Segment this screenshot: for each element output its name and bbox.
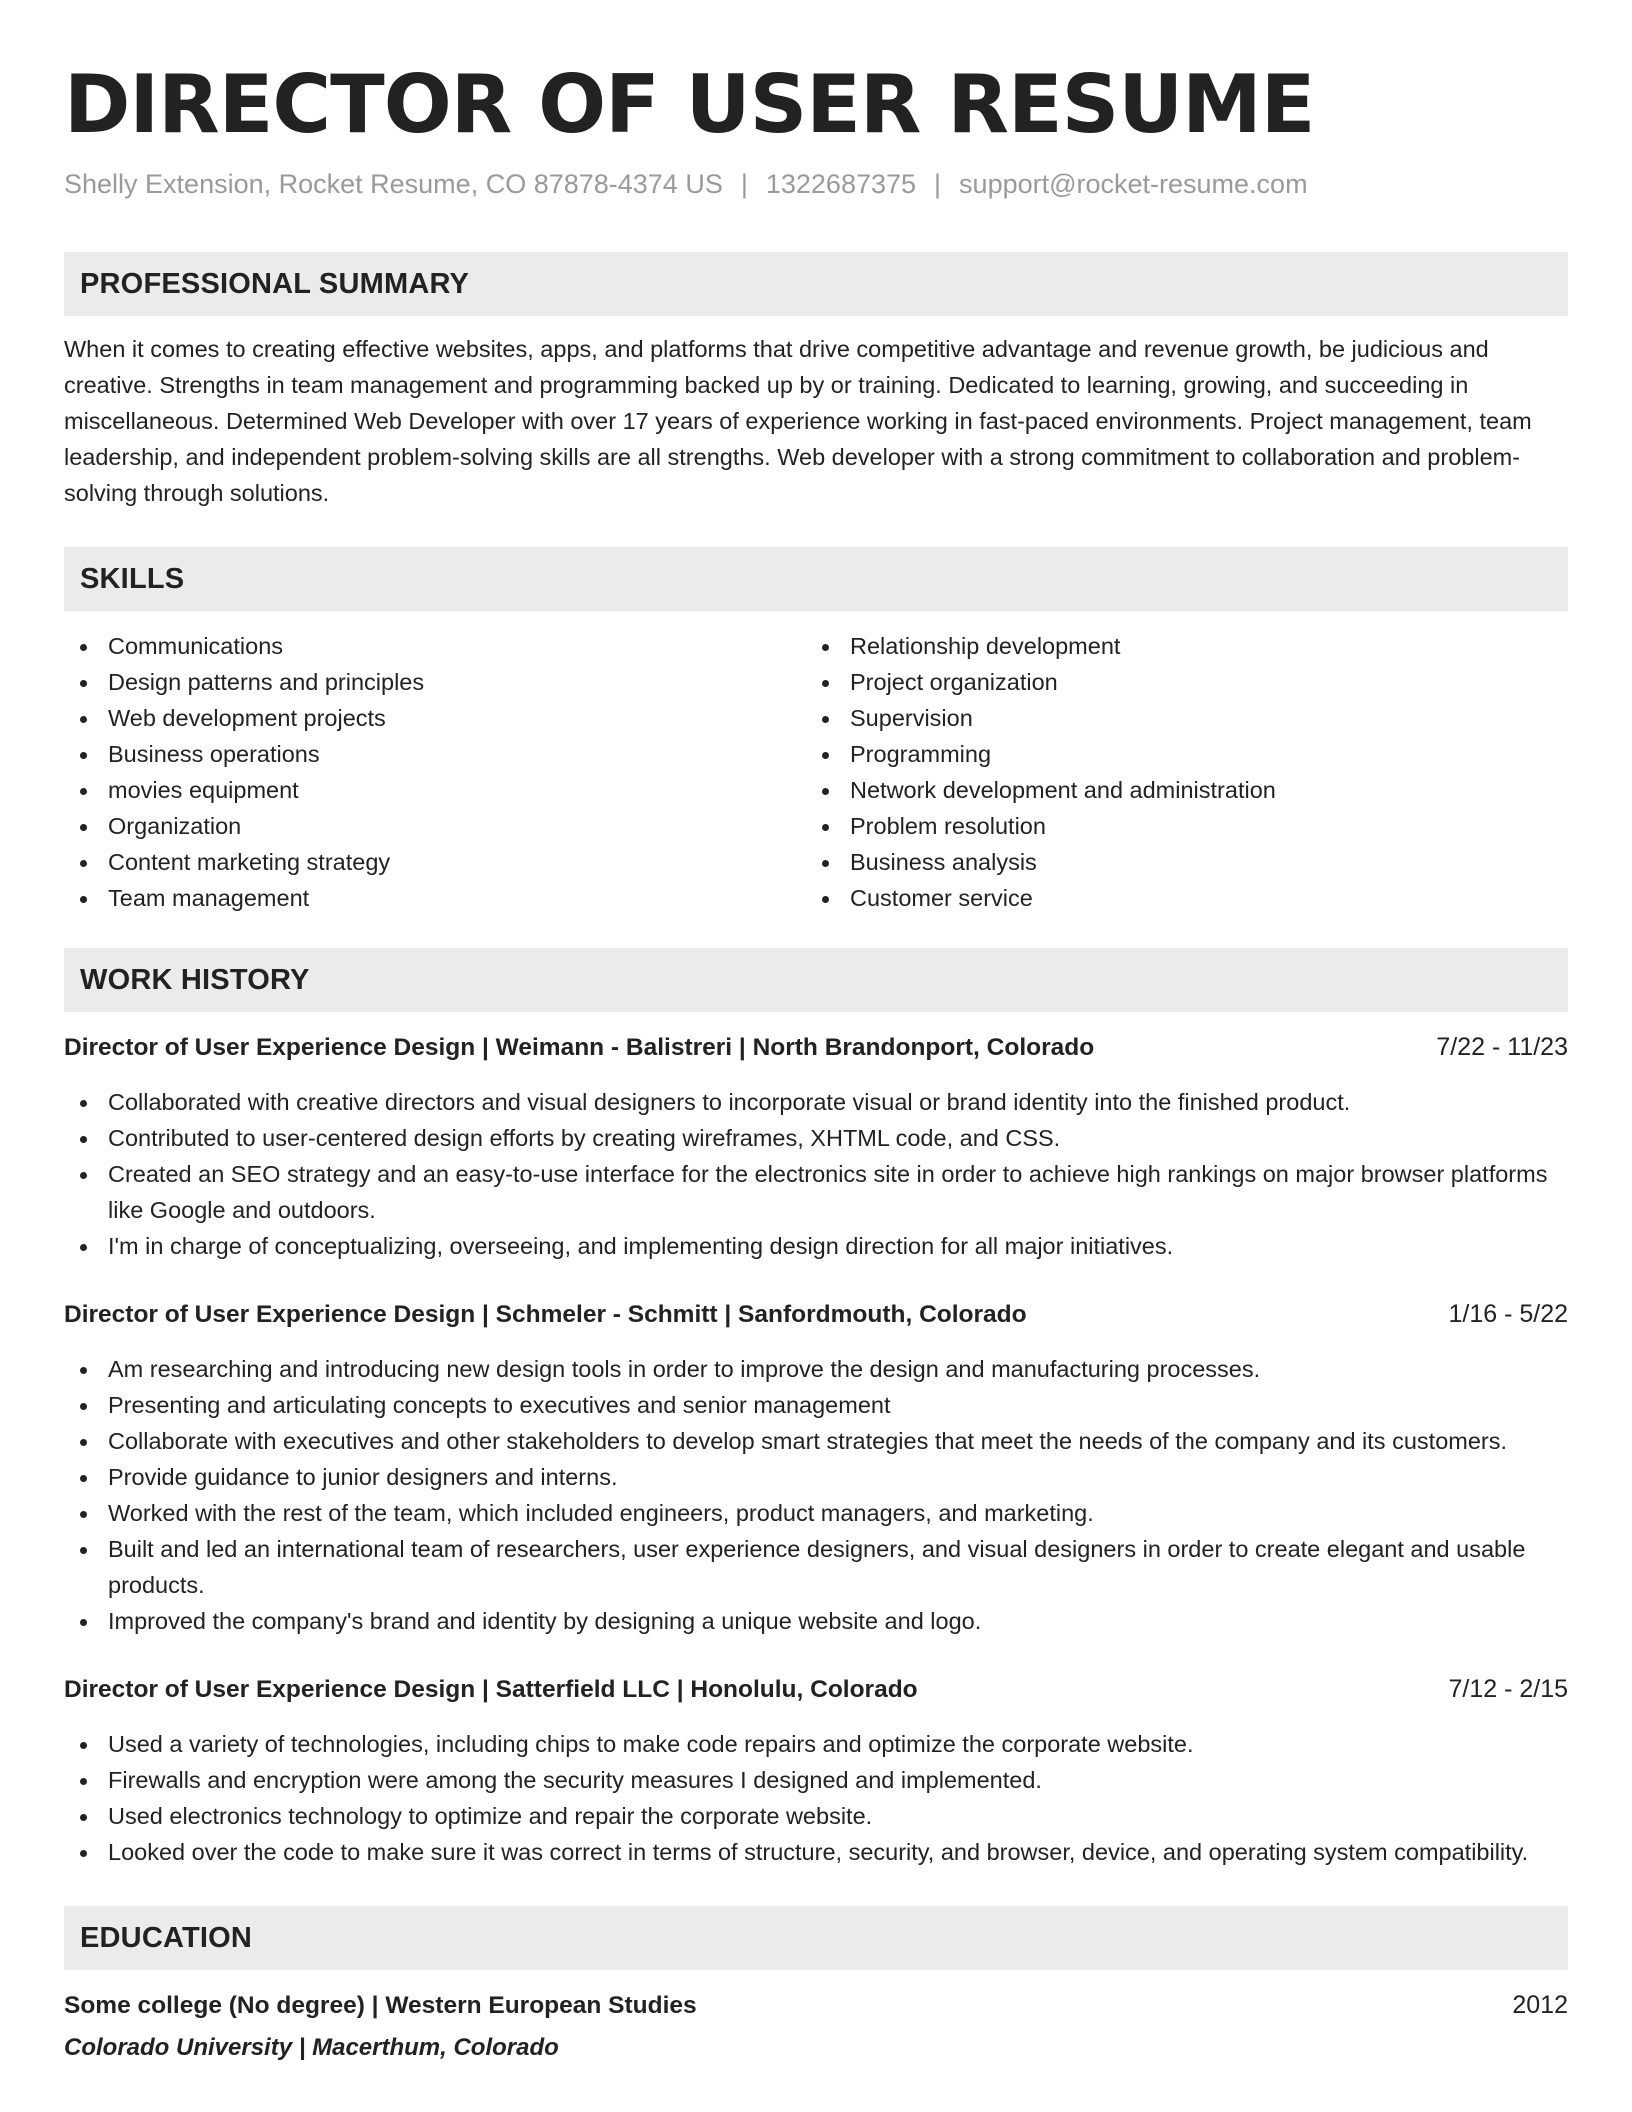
skill-item: Problem resolution [806,808,1548,844]
skill-item: Project organization [806,664,1548,700]
job-bullet: Collaborate with executives and other stakeholders to develop smart strategies that meet the needs of the company and its customers. [64,1423,1568,1459]
skills-column-left [64,628,806,916]
job-bullet: Collaborated with creative directors and visual designers to incorporate visual or brand identity into the finished product. [64,1084,1568,1120]
job-bullet: I'm in charge of conceptualizing, overseeing, and implementing design direction for all major initiatives. [64,1228,1568,1264]
section-header-education: EDUCATION [64,1906,1568,1970]
contact-address: Shelly Extension, Rocket Resume, CO 87878-4374 US [64,169,723,199]
resume-title: DIRECTOR OF USER RESUME [64,58,1315,151]
contact-separator: | [740,169,748,199]
skill-item: Content marketing strategy [64,844,806,880]
contact-separator: | [934,169,942,199]
summary-text: When it comes to creating effective websites, apps, and platforms that drive competitive advantage and revenue growth, be judicious and creative. Strengths in team management and programming backed up by or training. Dedicated to learning, growing, and succeeding in miscellaneous. Determined Web Developer with over 17 years of experience working in fast-paced environments. Project management, team leadership, and independent problem-solving skills are all strengths. Web developer with a strong commitment to collaboration and problem-solving through solutions. [64,336,1532,506]
section-header-skills: SKILLS [64,547,1568,611]
job-bullet: Firewalls and encryption were among the security measures I designed and implemented. [64,1762,1568,1798]
skill-item: Organization [64,808,806,844]
job-title: Director of User Experience Design | Satterfield LLC | Honolulu, Colorado [64,1676,918,1703]
job-entry [64,1296,1568,1639]
job-title: Director of User Experience Design | Schmeler - Schmitt | Sanfordmouth, Colorado [64,1301,1027,1328]
job-bullet: Created an SEO strategy and an easy-to-use interface for the electronics site in order to achieve high rankings on major browser platforms like Google and outdoors. [64,1156,1568,1228]
education-degree: Some college (No degree) | Western European Studies [64,1992,697,2019]
job-heading [64,1029,1568,1066]
skill-item: Customer service [806,880,1548,916]
job-bullet: Built and led an international team of researchers, user experience designers, and visual designers in order to create elegant and usable products. [64,1531,1568,1603]
skill-item: Network development and administration [806,772,1548,808]
job-dates: 7/22 - 11/23 [1436,1033,1568,1061]
skill-item: movies equipment [64,772,806,808]
job-bullets [64,1726,1568,1870]
job-bullet: Worked with the rest of the team, which included engineers, product managers, and marketing. [64,1495,1568,1531]
job-bullet: Used a variety of technologies, including chips to make code repairs and optimize the corporate website. [64,1726,1568,1762]
skill-item: Team management [64,880,806,916]
job-heading [64,1296,1568,1333]
job-bullets [64,1351,1568,1639]
job-bullet: Contributed to user-centered design efforts by creating wireframes, XHTML code, and CSS. [64,1120,1568,1156]
skill-item: Supervision [806,700,1548,736]
job-dates: 7/12 - 2/15 [1448,1675,1568,1703]
education-heading [64,1987,1568,2024]
job-dates: 1/16 - 5/22 [1448,1300,1568,1328]
job-entry [64,1671,1568,1870]
skill-item: Programming [806,736,1548,772]
resume-page [64,0,1568,2066]
job-bullet: Looked over the code to make sure it was correct in terms of structure, security, and browser, device, and operating system compatibility. [64,1834,1568,1870]
job-bullet: Improved the company's brand and identity by designing a unique website and logo. [64,1603,1568,1639]
skill-item: Web development projects [64,700,806,736]
job-bullet: Am researching and introducing new design tools in order to improve the design and manufacturing processes. [64,1351,1568,1387]
job-bullets [64,1084,1568,1264]
contact-phone: 1322687375 [765,169,917,199]
job-heading [64,1671,1568,1708]
education-school: Colorado University | Macerthum, Colorado [64,2034,559,2061]
skill-item: Relationship development [806,628,1548,664]
job-title: Director of User Experience Design | Weimann - Balistreri | North Brandonport, Colorado [64,1034,1095,1061]
contact-email: support@rocket-resume.com [959,169,1308,199]
skills-list [64,628,1568,916]
skills-column-right [806,628,1548,916]
job-bullet: Used electronics technology to optimize and repair the corporate website. [64,1798,1568,1834]
section-header-work-history: WORK HISTORY [64,948,1568,1012]
skill-item: Business operations [64,736,806,772]
skill-item: Design patterns and principles [64,664,806,700]
skill-item: Business analysis [806,844,1548,880]
job-bullet: Presenting and articulating concepts to executives and senior management [64,1387,1568,1423]
section-header-summary: PROFESSIONAL SUMMARY [64,252,1568,316]
contact-line [64,166,1568,202]
job-bullet: Provide guidance to junior designers and interns. [64,1459,1568,1495]
job-entry [64,1029,1568,1264]
education-year: 2012 [1512,1991,1568,2019]
skill-item: Communications [64,628,806,664]
